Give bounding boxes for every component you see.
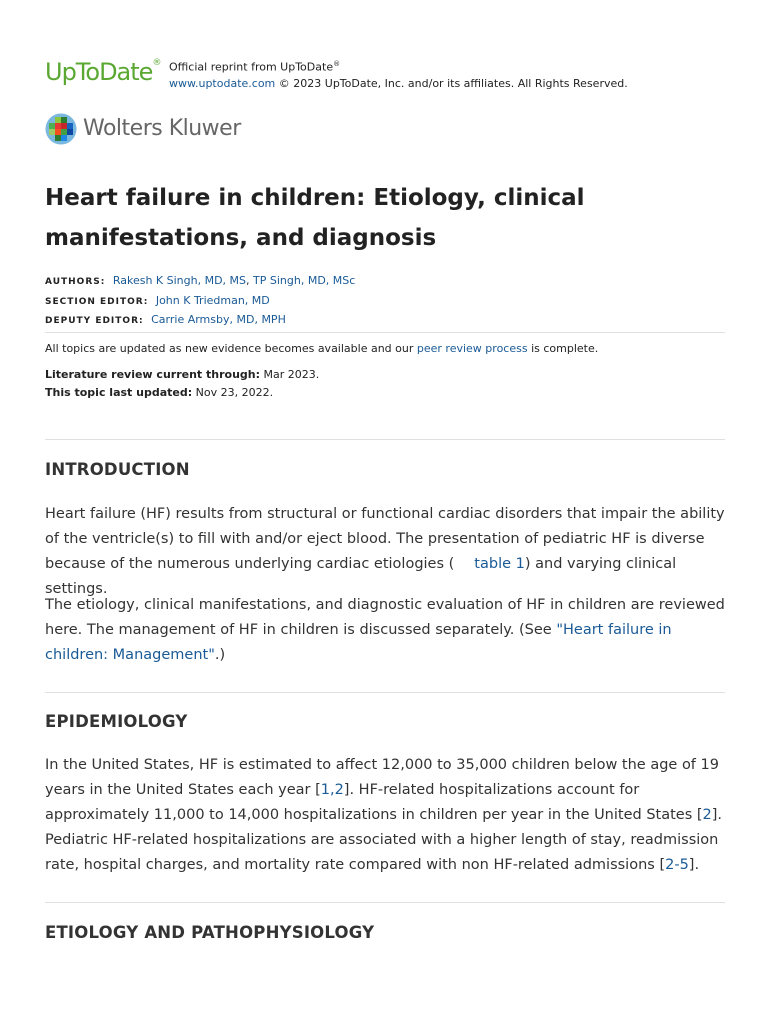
article-credits [45, 272, 725, 331]
author-separator: , [246, 274, 254, 287]
divider [45, 692, 725, 693]
section-editor-label: SECTION EDITOR: [45, 296, 149, 307]
paragraph-text: ) and varying clinical settings. [45, 556, 677, 597]
table-1-link[interactable]: table 1 [474, 556, 525, 572]
peer-review-link[interactable]: peer review process [416, 342, 528, 355]
update-notice-text: All topics are updated as new evidence becomes available and our [45, 342, 417, 355]
introduction-paragraph-2 [45, 593, 735, 668]
article-title: Heart failure in children: Etiology, clinical manifestations, and diagnosis [45, 185, 585, 251]
section-heading-etiology: ETIOLOGY AND PATHOPHYSIOLOGY [45, 923, 375, 942]
lit-review-date: Mar 2023. [260, 368, 320, 381]
deputy-editor-label: DEPUTY EDITOR: [45, 316, 144, 326]
uptodate-logo-text: UpToDate [45, 58, 153, 86]
reference-link[interactable]: 1,2 [320, 782, 344, 798]
paragraph-text: ]. [688, 857, 700, 873]
divider [45, 902, 725, 903]
reprint-notice [169, 56, 628, 92]
registered-mark: ® [152, 58, 161, 68]
reprint-header [45, 54, 725, 94]
paragraph-text: ]. HF-related hospitalizations account for approximately 11,000 to 14,000 hospitalizations in children per year in the United States [ [45, 782, 703, 823]
uptodate-logo[interactable] [45, 54, 160, 87]
deputy-editor-row [45, 311, 725, 331]
author-link[interactable]: Rakesh K Singh, MD, MS [112, 274, 247, 287]
introduction-paragraph-1 [45, 502, 735, 602]
deputy-editor-link[interactable]: Carrie Armsby, MD, MPH [151, 313, 286, 326]
copyright-text: © 2023 UpToDate, Inc. and/or its affiliates. All Rights Reserved. [275, 76, 628, 90]
paragraph-text: In the United States, HF is estimated to affect 12,000 to 35,000 children below the age of 19 years in the United States each year [ [45, 757, 719, 798]
paragraph-text: ]. Pediatric HF-related hospitalizations are associated with a higher length of stay, readmission rate, hospital charges, and mortality rate compared with non HF-related admissions [ [45, 807, 723, 873]
wolters-kluwer-mosaic-icon [45, 113, 77, 145]
lit-review-label: Literature review current through: [45, 368, 261, 381]
section-editor-row [45, 292, 725, 312]
divider [45, 332, 725, 333]
authors-label: AUTHORS: [45, 277, 106, 287]
section-editor-link[interactable]: John K Triedman, MD [155, 293, 270, 307]
reference-link[interactable]: 2 [702, 807, 712, 823]
last-updated-label: This topic last updated: [45, 386, 193, 399]
author-link[interactable]: TP Singh, MD, MSc [253, 274, 356, 287]
epidemiology-paragraph [45, 753, 735, 878]
reference-link[interactable]: 2-5 [665, 857, 689, 873]
section-heading-introduction: INTRODUCTION [45, 460, 190, 479]
wolters-kluwer-wordmark: Wolters Kluwer [83, 116, 241, 141]
table-icon [456, 559, 470, 569]
reprint-registered-mark: ® [333, 60, 341, 68]
paragraph-text: .) [214, 647, 226, 663]
review-dates [45, 366, 319, 402]
update-notice-text-end: is complete. [527, 342, 599, 355]
uptodate-site-link[interactable]: www.uptodate.com [169, 76, 276, 90]
paragraph-text: The etiology, clinical manifestations, and diagnostic evaluation of HF in children are reviewed here. The management of HF in children is discussed separately. (See [45, 597, 725, 638]
section-heading-epidemiology: EPIDEMIOLOGY [45, 712, 188, 731]
last-updated-date: Nov 23, 2022. [192, 386, 274, 399]
paragraph-text: Heart failure (HF) results from structural or functional cardiac disorders that impair the ability of the ventricle(s) to fill with and/or eject blood. The presentation of pediatric HF is diverse because of the numerous underlying cardiac etiologies ( [45, 506, 725, 572]
management-topic-link[interactable]: "Heart failure in children: Management" [45, 622, 672, 663]
reprint-label: Official reprint from UpToDate [169, 60, 334, 74]
update-notice [45, 340, 598, 357]
authors-row [45, 272, 725, 292]
divider [45, 439, 725, 440]
